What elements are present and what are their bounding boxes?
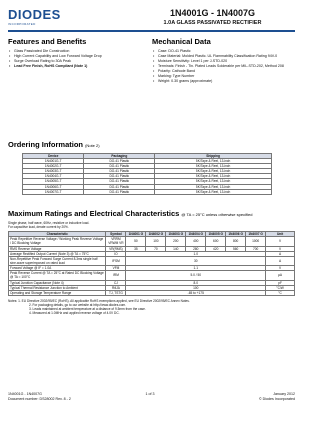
- ratings-value: 1.0: [126, 251, 266, 256]
- features-section: [8, 37, 148, 69]
- ratings-symbol: IO: [106, 251, 126, 256]
- mechanical-item: • Terminals: Finish - Tin. Plated Leads Solderable per MIL-STD-202, Method 208: [152, 64, 295, 69]
- ratings-characteristic: Average Rectified Output Current (Note 3) @ TA = 75°C: [9, 251, 106, 256]
- ratings-note: Notes: 1. EU Directive 2002/95/EC (RoHS). All applicable RoHS exemptions applied, see EU Directive 2002/95/EC Annex Notes.: [8, 299, 190, 304]
- ratings-value: 400: [186, 237, 206, 246]
- ratings-header-cell: Characteristic: [9, 232, 106, 237]
- logo-text: DIODES: [8, 7, 61, 22]
- mechanical-item: • Case: DO-41 Plastic: [152, 49, 295, 54]
- ratings-intro-1: Single phase, half wave, 60Hz, resistive or inductive load.: [8, 221, 90, 225]
- ratings-symbol: RθJA: [106, 285, 126, 290]
- mechanical-item: • Case Material: Molded Plastic. UL Flammability Classification Rating 94V-0: [152, 54, 295, 59]
- ratings-unit: A: [266, 256, 295, 265]
- ordering-cell: 1N4006G-T: [23, 184, 84, 189]
- ratings-value: 280: [186, 246, 206, 251]
- ratings-value: 100: [126, 285, 266, 290]
- ratings-symbol: VR(RMS): [106, 246, 126, 251]
- ordering-note: (Note 2): [85, 143, 100, 148]
- ratings-characteristic: Peak Repetitive Reverse Voltage / Working Peak Reverse Voltage / DC Blocking Voltage: [9, 237, 106, 246]
- ratings-value: 35: [126, 246, 146, 251]
- ratings-unit: V: [266, 266, 295, 271]
- ratings-header-cell: 1N4006 G: [226, 232, 246, 237]
- ratings-header-cell: Symbol: [106, 232, 126, 237]
- ratings-value: 8.0: [126, 280, 266, 285]
- mechanical-item: • Moisture Sensitivity: Level 1 per J-STD-020: [152, 59, 295, 64]
- features-title: Features and Benefits: [8, 37, 87, 46]
- mechanical-item: • Weight: 0.30 grams (approximate): [152, 79, 295, 84]
- ratings-value: 800: [226, 237, 246, 246]
- ratings-symbol: IFSM: [106, 256, 126, 265]
- ratings-unit: V: [266, 246, 295, 251]
- ordering-table: [22, 153, 272, 195]
- ratings-note: 2. For packaging details, go to our website at http://www.diodes.com.: [29, 303, 127, 308]
- table-row: [23, 189, 272, 194]
- ratings-characteristic: RMS Reverse Voltage: [9, 246, 106, 251]
- footer-docnum: Document number: DS28002 Rev. 8 - 2: [8, 396, 71, 401]
- ratings-value: 70: [146, 246, 166, 251]
- ratings-symbol: VFM: [106, 266, 126, 271]
- mechanical-section: [152, 37, 295, 84]
- ratings-header-cell: 1N4003 G: [166, 232, 186, 237]
- ordering-cell: 5K/Tape & Reel, 13-inch: [155, 159, 272, 164]
- ordering-cell: 5K/Tape & Reel, 13-inch: [155, 169, 272, 174]
- feature-item: • Glass Passivated Die Construction: [8, 49, 148, 54]
- ordering-header-cell: Packaging: [84, 154, 155, 159]
- ordering-cell: 5K/Tape & Reel, 13-inch: [155, 164, 272, 169]
- ratings-notes: [8, 299, 295, 315]
- ordering-section: [8, 140, 295, 195]
- ordering-cell: 1N4002G-T: [23, 164, 84, 169]
- logo-subtext: INCORPORATED: [8, 22, 36, 26]
- ordering-cell: DO-41 Plastic: [84, 179, 155, 184]
- ratings-value: 420: [206, 246, 226, 251]
- mechanical-title: Mechanical Data: [152, 37, 211, 46]
- ratings-value: 200: [166, 237, 186, 246]
- ratings-unit: °C: [266, 290, 295, 295]
- ratings-section: [8, 209, 295, 315]
- part-subtitle: 1.0A GLASS PASSIVATED RECTIFIER: [163, 20, 262, 26]
- ratings-intro-2: For capacitive load, derate current by 20%.: [8, 225, 69, 230]
- ratings-characteristic: Peak Reverse Current @ TA = 25°C at Rated DC Blocking Voltage @ TA = 100°C: [9, 271, 106, 280]
- ratings-table: [8, 231, 295, 296]
- ratings-unit: °C/W: [266, 285, 295, 290]
- ratings-header-cell: Unit: [266, 232, 295, 237]
- ordering-cell: DO-41 Plastic: [84, 169, 155, 174]
- ordering-cell: DO-41 Plastic: [84, 189, 155, 194]
- ratings-unit: µA: [266, 271, 295, 280]
- ordering-cell: 1N4004G-T: [23, 174, 84, 179]
- ratings-value: 700: [246, 246, 266, 251]
- ordering-cell: 1N4001G-T: [23, 159, 84, 164]
- ratings-characteristic: Forward Voltage @ IF = 1.0A: [9, 266, 106, 271]
- ordering-header-cell: Device: [23, 154, 84, 159]
- ratings-symbol: CJ: [106, 280, 126, 285]
- ratings-header-cell: 1N4001 G: [126, 232, 146, 237]
- ratings-title: [8, 209, 295, 219]
- ratings-header-cell: 1N4002 G: [146, 232, 166, 237]
- part-title: 1N4001G - 1N4007G: [169, 8, 256, 18]
- ordering-cell: 5K/Tape & Reel, 13-inch: [155, 189, 272, 194]
- ratings-characteristic: Non-Repetitive Peak Forward Surge Current 8.3ms single half sine-wave superimposed on rated load: [9, 256, 106, 265]
- ratings-unit: A: [266, 251, 295, 256]
- footer-date: January 2012: [273, 392, 295, 396]
- ratings-header-row: [9, 232, 295, 237]
- table-row: [9, 271, 295, 280]
- ratings-title-note: @ TA = 25°C unless otherwise specified: [181, 212, 253, 217]
- ratings-characteristic: Typical Thermal Resistance Junction to Ambient: [9, 285, 106, 290]
- ratings-note: 4. Measured at 1.0MHz and applied reverse voltage of 4.0V DC.: [29, 311, 120, 316]
- ratings-value: 1000: [246, 237, 266, 246]
- ratings-characteristic: Typical Junction Capacitance (Note 4): [9, 280, 106, 285]
- ratings-symbol: TJ, TSTG: [106, 290, 126, 295]
- ratings-value: 140: [166, 246, 186, 251]
- ordering-cell: 1N4007G-T: [23, 189, 84, 194]
- mechanical-list: [152, 49, 295, 84]
- ratings-header-cell: 1N4005 G: [206, 232, 226, 237]
- feature-item: • Lead Free Finish, RoHS Compliant (Note 1): [8, 64, 148, 69]
- ordering-header-cell: Shipping: [155, 154, 272, 159]
- ordering-cell: DO-41 Plastic: [84, 174, 155, 179]
- table-row: [9, 290, 295, 295]
- ratings-value: 30: [126, 256, 266, 265]
- features-list: [8, 49, 148, 69]
- ratings-unit: pF: [266, 280, 295, 285]
- footer-part: 1N4001G - 1N4007G: [8, 392, 42, 396]
- ordering-title: [8, 140, 295, 150]
- table-row: [9, 256, 295, 265]
- feature-item: • High Current Capability and Low Forward Voltage Drop: [8, 54, 148, 59]
- header-rule: [8, 30, 295, 32]
- footer-left: [8, 392, 118, 401]
- ratings-value: 1.1: [126, 266, 266, 271]
- mechanical-item: • Polarity: Cathode Band: [152, 69, 295, 74]
- ratings-value: 600: [206, 237, 226, 246]
- diodes-logo: [8, 8, 68, 24]
- ratings-symbol: IRM: [106, 271, 126, 280]
- ordering-cell: 5K/Tape & Reel, 13-inch: [155, 174, 272, 179]
- footer-copyright: © Diodes Incorporated: [258, 396, 295, 401]
- ordering-cell: DO-41 Plastic: [84, 184, 155, 189]
- ratings-value: 560: [226, 246, 246, 251]
- ratings-characteristic: Operating and Storage Temperature Range: [9, 290, 106, 295]
- ratings-value: 100: [146, 237, 166, 246]
- footer-right: [195, 392, 295, 401]
- ordering-cell: DO-41 Plastic: [84, 164, 155, 169]
- ordering-cell: 5K/Tape & Reel, 13-inch: [155, 184, 272, 189]
- ratings-value: -65 to +175: [126, 290, 266, 295]
- ordering-cell: 5K/Tape & Reel, 13-inch: [155, 179, 272, 184]
- table-row: [9, 237, 295, 246]
- ratings-header-cell: 1N4004 G: [186, 232, 206, 237]
- ratings-title-text: Maximum Ratings and Electrical Characteristics: [8, 209, 180, 218]
- ratings-unit: V: [266, 237, 295, 246]
- ratings-value: 5.0 / 50: [126, 271, 266, 280]
- ratings-symbol: VRRM VRWM VR: [106, 237, 126, 246]
- ordering-cell: 1N4003G-T: [23, 169, 84, 174]
- ordering-title-text: Ordering Information: [8, 140, 83, 149]
- mechanical-item: • Marking: Type Number: [152, 74, 295, 79]
- ratings-value: 50: [126, 237, 146, 246]
- footer-page: 1 of 3: [145, 392, 155, 396]
- ratings-header-cell: 1N4007 G: [246, 232, 266, 237]
- ratings-note: 3. Leads maintained at ambient temperature at a distance of 9.5mm from the case.: [29, 307, 146, 312]
- ordering-cell: 1N4005G-T: [23, 179, 84, 184]
- ordering-cell: DO-41 Plastic: [84, 159, 155, 164]
- feature-item: • Surge Overload Rating to 30A Peak: [8, 59, 148, 64]
